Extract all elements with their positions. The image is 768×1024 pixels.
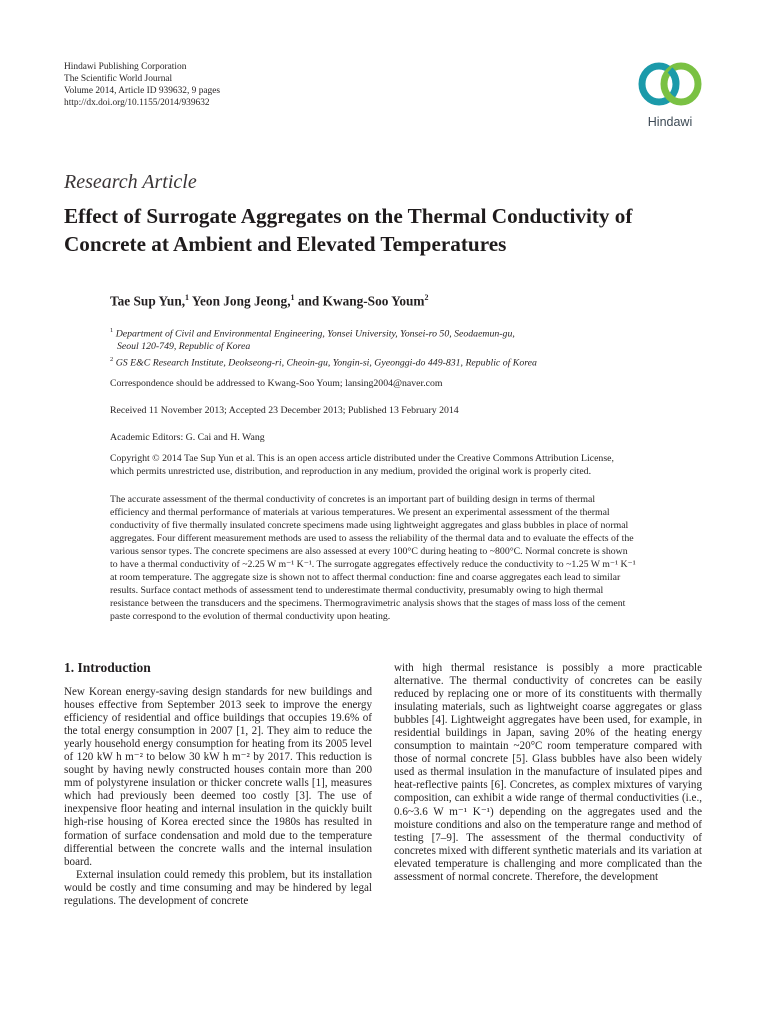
- doi-link[interactable]: http://dx.doi.org/10.1155/2014/939632: [64, 98, 210, 108]
- publication-info: [64, 61, 220, 109]
- copyright-line-2: which permits unrestricted use, distribution, and reproduction in any medium, provided the original work is properly cited.: [110, 466, 592, 477]
- affiliation-1: $^1$ Department of Civil and Environmental Engineering, Yonsei University, Yonsei-ro 50, Seodaemun-gu,: [110, 327, 515, 340]
- paragraph: New Korean energy-saving design standards for new buildings and houses effective from September 2013 seek to improve the energy efficiency of residential and office buildings that occupies 19.6% of the total energy consumption in 2007 [1, 2]. They aim to reduce the yearly household energy consumption for heating from its 2005 level of 120 kW h m⁻² to below 30 kW h m⁻² by 2017. This reduction is sought by having newly constructed houses contain more than 200 mm of polystyrene insulation or thicker concrete walls [1], measures which had previously been deemed too costly [3]. The use of inexpensive floor heating and internal insulation in the quickly built high-rise housing of Korea erected since the 1980s has resulted in formation of surface condensation and mold due to the temperature differential between the concrete walls and the internal insulation board.: [64, 686, 372, 868]
- affiliations: [110, 324, 710, 370]
- author-affiliation-mark: 2: [424, 293, 429, 302]
- affiliation-1-cont: Seoul 120-749, Republic of Korea: [117, 341, 251, 353]
- abstract-line: efficiency and thermal performance of materials at various temperatures. We present an experimental assessment of the thermal: [110, 506, 610, 518]
- abstract-line: at room temperature. The aggregate size is shown not to affect thermal conduction: fine and coarse aggregates each lead to similar: [110, 571, 621, 583]
- author-name: Yeon Jong Jeong,: [191, 293, 291, 309]
- academic-editors: Academic Editors: G. Cai and H. Wang: [110, 432, 265, 443]
- abstract-line: results. Surface contact methods of assessment tend to underestimate thermal conductivity, presumably owing to high thermal: [110, 584, 604, 596]
- paper-title: Effect of Surrogate Aggregates on the Thermal Conductivity of Concrete at Ambient and Elevated Temperatures: [64, 204, 633, 256]
- author-affiliation-mark: 1: [290, 293, 295, 302]
- abstract-line: resistance between the transducers and the specimens. Thermogravimetric analysis shows that the stages of mass loss of the cement: [110, 597, 626, 609]
- author-name: Tae Sup Yun,: [110, 293, 186, 309]
- affiliation-2: $^2$ GS E&C Research Institute, Deokseong-ri, Cheoin-gu, Yongin-si, Gyeonggi-do 449-831, Republic of Korea: [110, 356, 537, 369]
- publication-dates: Received 11 November 2013; Accepted 23 December 2013; Published 13 February 2014: [110, 405, 459, 416]
- author-name: and Kwang-Soo Youm: [297, 293, 425, 309]
- correspondence: Correspondence should be addressed to Kwang-Soo Youm; lansing2004@naver.com: [110, 378, 443, 389]
- right-column-text: [394, 662, 702, 884]
- abstract-line: The accurate assessment of the thermal conductivity of concretes is an important part of building design in terms of thermal: [110, 494, 596, 505]
- abstract-line: to have a thermal conductivity of ~2.25 W m⁻¹ K⁻¹. The surrogate aggregates effectively reduce the conductivity to ~1.25 W m⁻¹ K⁻¹: [110, 558, 636, 570]
- hindawi-logo-text: Hindawi: [647, 115, 693, 129]
- publisher-name: Hindawi Publishing Corporation: [64, 62, 187, 72]
- abstract-line: various sensor types. The concrete specimens are also assessed at every 100°C during heating to ~800°C. Normal concrete is shown: [110, 545, 628, 557]
- paragraph: External insulation could remedy this problem, but its installation would be costly and time consuming and may be hindered by legal regulations. The development of concrete: [64, 868, 372, 907]
- journal-name: The Scientific World Journal: [64, 74, 173, 84]
- copyright-line-1: Copyright © 2014 Tae Sup Yun et al. This is an open access article distributed under the Creative Commons Attribution License,: [110, 453, 614, 464]
- left-column-text: [64, 686, 372, 908]
- paragraph: with high thermal resistance is possibly a more practicable alternative. The thermal conductivity of concretes can be easily reduced by replacing one or more of its constituents with thermally insulating materials, such as lightweight coarse aggregates or glass bubbles [4]. Lightweight aggregates have been used, for example, in residential buildings in Japan, saving 20% of the heating energy consumption to maintain ~20°C room temperature compared with those of normal concrete [5]. Glass bubbles have also been widely used as thermal insulation in the manufacture of insulated pipes and heat-reflective paints [6]. Concretes, as complex mixtures of varying composition, can exhibit a wide range of thermal conductivities (i.e., 0.6~3.6 W m⁻¹ K⁻¹) depending on the aggregates used and the moisture conditions and also on the temperature range and method of testing [7–9]. The assessment of the thermal conductivity of concretes mixed with different synthetic materials and its variation at elevated temperature is challenging and more complicated than the assessment of normal concrete. Therefore, the development: [394, 662, 702, 883]
- copyright-notice: [110, 452, 710, 478]
- abstract-line: aggregates. Four different measurement methods are used to assess the reliability of the thermal data and to evaluate the effects of the: [110, 532, 634, 544]
- abstract-line: paste correspond to the evolution of thermal conductivity upon heating.: [110, 610, 391, 622]
- volume-line: Volume 2014, Article ID 939632, 9 pages: [64, 86, 221, 96]
- article-type: Research Article: [64, 171, 197, 193]
- author-affiliation-mark: 1: [185, 293, 190, 302]
- abstract: [110, 494, 702, 624]
- abstract-line: conductivity of five thermally insulated concrete specimens made using lightweight aggregates and glass bubbles in place of normal: [110, 519, 629, 531]
- author-list: [110, 293, 428, 309]
- section-heading-introduction: 1. Introduction: [64, 660, 151, 675]
